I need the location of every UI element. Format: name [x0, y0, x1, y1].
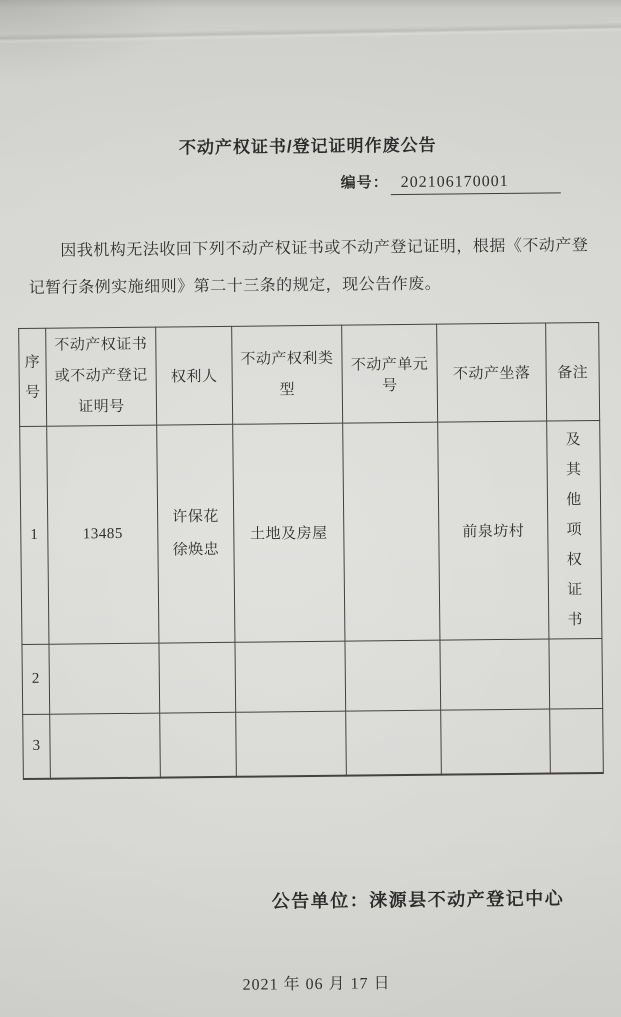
cell-seq: 1 [20, 426, 49, 644]
cell-unit-no [345, 640, 441, 711]
cell-remark [549, 638, 603, 709]
header-remark: 备注 [546, 322, 600, 421]
cell-seq: 3 [23, 714, 51, 778]
cell-remark-text: 及其他项权证书 [565, 431, 584, 628]
body-line-2: 记暂行条例实施细则》第二十三条的规定，现公告作废。 [28, 275, 442, 297]
cell-location: 前泉坊村 [438, 421, 549, 640]
header-unit-no: 不动产单元号 [342, 324, 438, 423]
cell-remark [547, 420, 602, 639]
header-seq [19, 328, 47, 426]
header-cert-no-label: 不动产权证书或不动产登记证明号 [54, 336, 148, 416]
header-right-type-label: 不动产权利类型 [240, 350, 334, 398]
header-holder: 权利人 [156, 326, 233, 425]
cell-remark [550, 708, 604, 773]
invalidation-table [18, 322, 604, 780]
table-header-row [19, 322, 600, 426]
cell-cert-no [50, 713, 161, 778]
cell-right-type [236, 711, 347, 776]
body-paragraph [28, 227, 594, 307]
table-row [20, 420, 602, 644]
cell-seq: 2 [22, 644, 50, 714]
cell-holders [160, 712, 237, 777]
doc-number-line [0, 169, 561, 199]
cell-cert-no: 13485 [47, 425, 159, 644]
cell-location [440, 639, 550, 710]
date-line: 2021 年 06 月 17 日 [242, 974, 391, 994]
cell-holders: 许保花 徐焕忠 [157, 424, 235, 643]
cell-unit-no [343, 422, 440, 641]
table-row [22, 638, 603, 714]
doc-number-label: 编号： [340, 174, 389, 192]
header-location: 不动产坐落 [437, 323, 547, 422]
cell-location [441, 709, 551, 774]
cell-right-type: 土地及房屋 [233, 423, 345, 642]
cell-holders [159, 642, 236, 713]
header-cert-no [46, 327, 157, 426]
header-right-type [232, 325, 343, 424]
doc-number-value: 202106170001 [391, 172, 561, 195]
table-row [23, 708, 604, 778]
cell-right-type [235, 641, 346, 712]
page-title: 不动产权证书/登记证明作废公告 [178, 135, 437, 158]
header-seq-label: 序号 [24, 354, 41, 401]
body-line-1: 因我机构无法收回下列不动产权证书或不动产登记证明，根据《不动产登 [60, 237, 589, 260]
issuer-line: 公告单位：涞源县不动产登记中心 [271, 887, 565, 911]
cell-cert-no [49, 643, 160, 714]
cell-unit-no [346, 710, 442, 775]
